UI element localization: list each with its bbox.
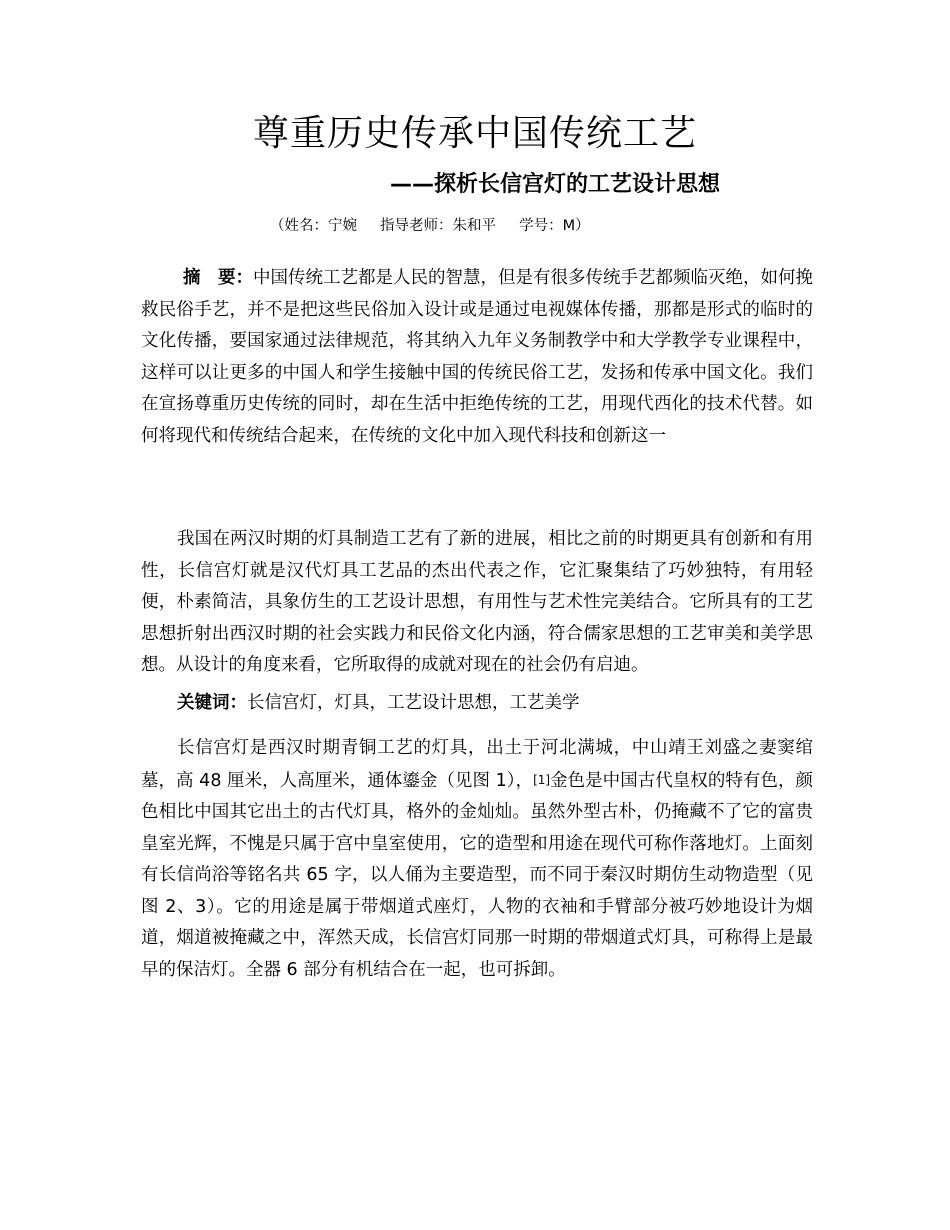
abstract-paragraph — [141, 263, 813, 452]
byline-open-paren: （ — [270, 218, 285, 234]
keywords-paragraph — [141, 688, 813, 720]
paper-title: 尊重历史传承中国传统工艺 — [252, 113, 697, 154]
author-name: 姓名：宁婉 — [284, 218, 357, 234]
citation-marker: [1] — [533, 772, 551, 787]
body-text-part2: 金色是中国古代皇权的特有色，颜色相比中国其它出土的古代灯具，格外的金灿灿。虽然外型古朴，仍掩藏不了它的富贵皇室光辉，不愧是只属于宫中皇室使用，它的造型和用途在现代可称作落地灯。上面刻有长信尚浴等铭名共 65 字，以人俑为主要造型，而不同于秦汉时期仿生动物造型（见图 2、3）。它的用途是属于带烟道式座灯，人物的衣袖和手臂部分被巧妙地设计为烟道，烟道被掩藏之中，浑然天成，长信宫灯同那一时期的带烟道式灯具，可称得上是最早的保洁灯。全器 6 部分有机结合在一起，也可拆卸。 — [141, 770, 814, 980]
student-id: 学号：M — [519, 218, 576, 234]
paper-subtitle: ——探析长信宫灯的工艺设计思想 — [390, 172, 721, 197]
author-byline — [270, 214, 590, 238]
abstract-label: 摘 要： — [183, 268, 253, 288]
byline-close-paren: ） — [575, 218, 590, 234]
body-paragraph — [141, 733, 813, 986]
keywords-text: 长信宫灯，灯具，工艺设计思想，工艺美学 — [247, 693, 580, 713]
advisor-name: 指导老师：朱和平 — [380, 218, 497, 234]
keywords-label: 关键词： — [177, 693, 247, 713]
body-text-part1: 长信宫灯是西汉时期青铜工艺的灯具，出土于河北满城，中山靖王刘盛之妻窦绾墓，高 48 厘米，人高厘米，通体鎏金（见图 1）， — [141, 738, 813, 791]
intro-paragraph: 我国在两汉时期的灯具制造工艺有了新的进展，相比之前的时期更具有创新和有用性，长信宫灯就是汉代灯具工艺品的杰出代表之作，它汇聚集结了巧妙独特，有用轻便，朴素简洁，具象仿生的工艺设计思想，有用性与艺术性完美结合。它所具有的工艺思想折射出西汉时期的社会实践力和民俗文化内涵，符合儒家思想的工艺审美和美学思想。从设计的角度来看，它所取得的成就对现在的社会仍有启迪。 — [141, 529, 813, 675]
abstract-text: 中国传统工艺都是人民的智慧，但是有很多传统手艺都频临灭绝，如何挽救民俗手艺，并不是把这些民俗加入设计或是通过电视媒体传播，那都是形式的临时的文化传播，要国家通过法律规范，将其纳入九年义务制教学中和大学教学专业课程中，这样可以让更多的中国人和学生接触中国的传统民俗工艺，发扬和传承中国文化。我们在宣扬尊重历史传统的同时，却在生活中拒绝传统的工艺，用现代西化的技术代替。如何将现代和传统结合起来，在传统的文化中加入现代科技和创新这一 — [141, 268, 813, 446]
